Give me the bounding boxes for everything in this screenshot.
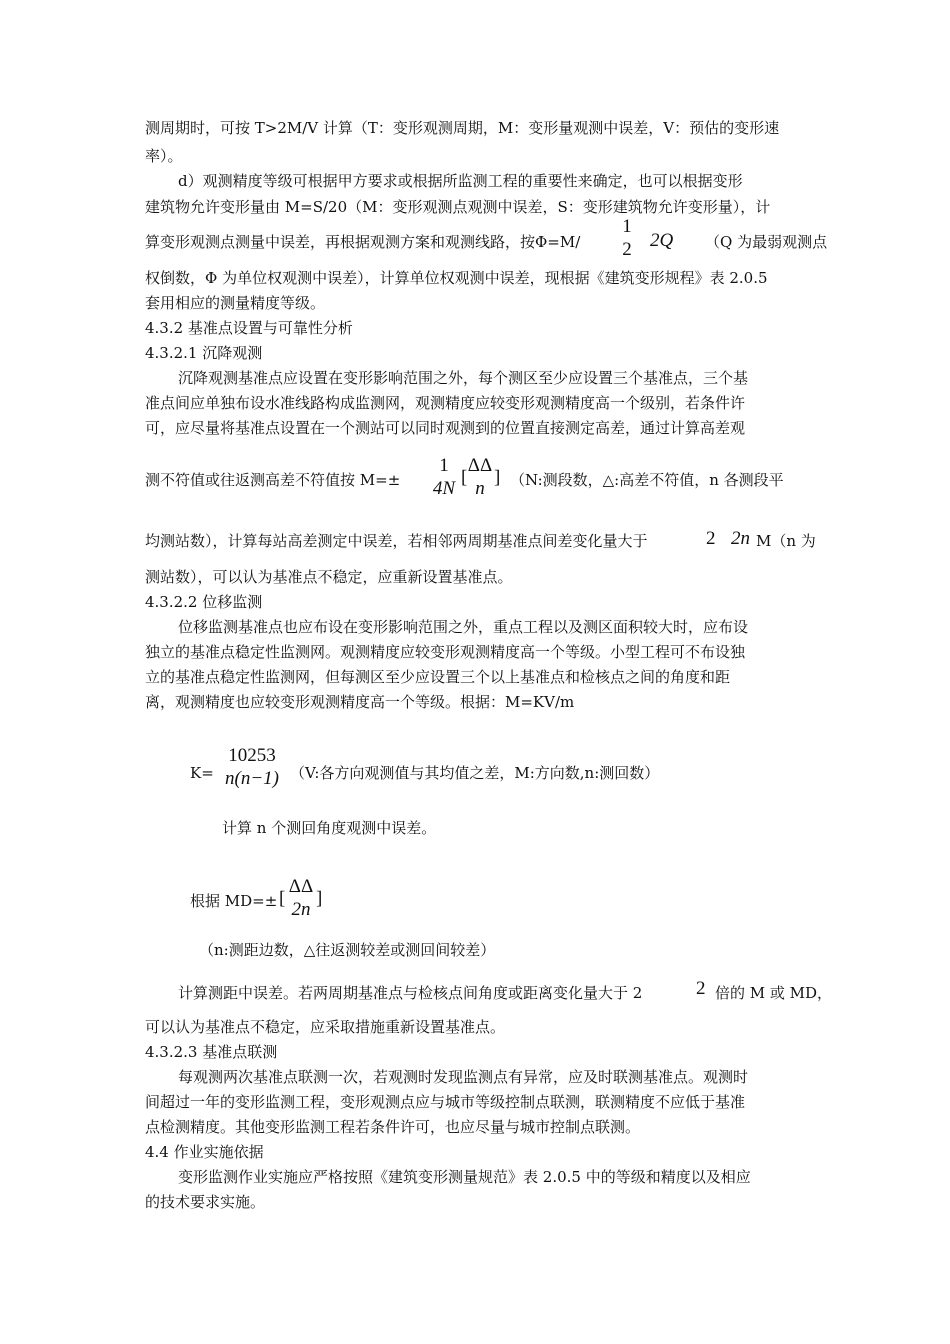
- text-line: d）观测精度等级可根据甲方要求或根据所监测工程的重要性来确定，也可以根据变形: [178, 172, 743, 190]
- text-line: 测周期时，可按 T>2M/V 计算（T：变形观测周期，M：变形量观测中误差，V：预估的变形速: [145, 119, 780, 137]
- text-line: 的技术要求实施。: [145, 1193, 266, 1211]
- m-numerator: 1: [439, 455, 449, 476]
- section-heading: 4.4 作业实施依据: [145, 1143, 264, 1161]
- m-bracket-numerator: ΔΔ: [467, 455, 493, 476]
- text-line: （N:测段数，△:高差不符值，n 各测段平: [510, 471, 784, 489]
- text-line: （V:各方向观测值与其均值之差，M:方向数,n:测回数）: [290, 764, 660, 782]
- phi-formula-tail: 2Q: [650, 230, 674, 251]
- md-denominator: 2n: [291, 899, 311, 920]
- text-line: 权倒数，Φ 为单位权观测中误差），计算单位权观测中误差，现根据《建筑变形规程》表 2.0.5: [145, 269, 768, 287]
- text-line: 套用相应的测量精度等级。: [145, 294, 326, 312]
- k-numerator: 10253: [228, 745, 276, 766]
- section-heading: 4.3.2.2 位移监测: [145, 593, 263, 611]
- section-heading: 4.3.2.3 基准点联测: [145, 1043, 278, 1061]
- text-line: 间超过一年的变形监测工程，变形观测点应与城市等级控制点联测，联测精度不应低于基准: [145, 1093, 746, 1111]
- text-line: 率）。: [145, 147, 183, 165]
- text-line: K=: [190, 764, 214, 782]
- md-numerator: ΔΔ: [288, 876, 314, 897]
- left-bracket: [: [279, 888, 286, 909]
- text-line: 独立的基准点稳定性监测网。观测精度应较变形观测精度高一个等级。小型工程可不布设独: [145, 643, 746, 661]
- text-line: 沉降观测基准点应设置在变形影响范围之外，每个测区至少应设置三个基准点，三个基: [178, 369, 749, 387]
- text-line: 可，应尽量将基准点设置在一个测站可以同时观测到的位置直接测定高差，通过计算高差观: [145, 419, 746, 437]
- section-heading: 4.3.2 基准点设置与可靠性分析: [145, 319, 353, 337]
- text-line: 点检测精度。其他变形监测工程若条件许可，也应尽量与城市控制点联测。: [145, 1118, 641, 1136]
- compare-coefficient: 2: [706, 528, 716, 549]
- text-line: 均测站数），计算每站高差测定中误差，若相邻两周期基准点间差变化量大于: [145, 532, 648, 550]
- text-line: 算变形观测点测量中误差，再根据观测方案和观测线路，按Φ=M/: [145, 233, 581, 251]
- text-line: M（n 为: [756, 532, 816, 550]
- m-bracket-fraction: [466, 455, 494, 500]
- text-line: 计算 n 个测回角度观测中误差。: [222, 819, 437, 837]
- text-line: 测不符值或往返测高差不符值按 M=±: [145, 471, 401, 489]
- phi-numerator: 1: [622, 216, 632, 237]
- text-line: 每观测两次基准点联测一次，若观测时发现监测点有异常，应及时联测基准点。观测时: [178, 1068, 749, 1086]
- text-line: 变形监测作业实施应严格按照《建筑变形测量规范》表 2.0.5 中的等级和精度以及相应: [178, 1168, 751, 1186]
- m-bracket-denominator: n: [475, 478, 485, 499]
- text-line: 倍的 M 或 MD，: [715, 984, 833, 1002]
- right-bracket: ]: [494, 467, 501, 488]
- text-line: 立的基准点稳定性监测网，但每测区至少应设置三个以上基准点和检核点之间的角度和距: [145, 668, 731, 686]
- k-denominator: n(n−1): [225, 768, 279, 789]
- section-heading: 4.3.2.1 沉降观测: [145, 344, 263, 362]
- text-line: 建筑物允许变形量由 M=S/20（M：变形观测点观测中误差，S：变形建筑物允许变形量），计: [145, 198, 771, 216]
- text-line: （n:测距边数，△往返测较差或测回间较差）: [199, 941, 496, 959]
- text-line: 计算测距中误差。若两周期基准点与检核点间角度或距离变化量大于 2: [178, 984, 643, 1002]
- two-coefficient: 2: [696, 978, 706, 999]
- m-fraction: [427, 455, 461, 500]
- left-bracket: [: [461, 467, 468, 488]
- compare-tail: 2n: [731, 528, 750, 549]
- m-denominator: 4N: [432, 478, 456, 499]
- text-line: 可以认为基准点不稳定，应采取措施重新设置基准点。: [145, 1018, 506, 1036]
- text-line: 根据 MD=±: [190, 892, 278, 910]
- text-line: 位移监测基准点也应布设在变形影响范围之外，重点工程以及测区面积较大时，应布设: [178, 618, 749, 636]
- right-bracket: ]: [316, 888, 323, 909]
- md-fraction: [286, 876, 316, 921]
- text-line: 准点间应单独布设水准线路构成监测网，观测精度应较变形观测精度高一个级别，若条件许: [145, 394, 746, 412]
- text-line: （Q 为最弱观测点: [705, 233, 828, 251]
- text-line: 离，观测精度也应较变形观测精度高一个等级。根据：M=KV/m: [145, 693, 575, 711]
- k-fraction: [220, 745, 284, 790]
- phi-fraction: [620, 216, 634, 261]
- text-line: 测站数），可以认为基准点不稳定，应重新设置基准点。: [145, 568, 513, 586]
- phi-denominator: 2: [622, 239, 632, 260]
